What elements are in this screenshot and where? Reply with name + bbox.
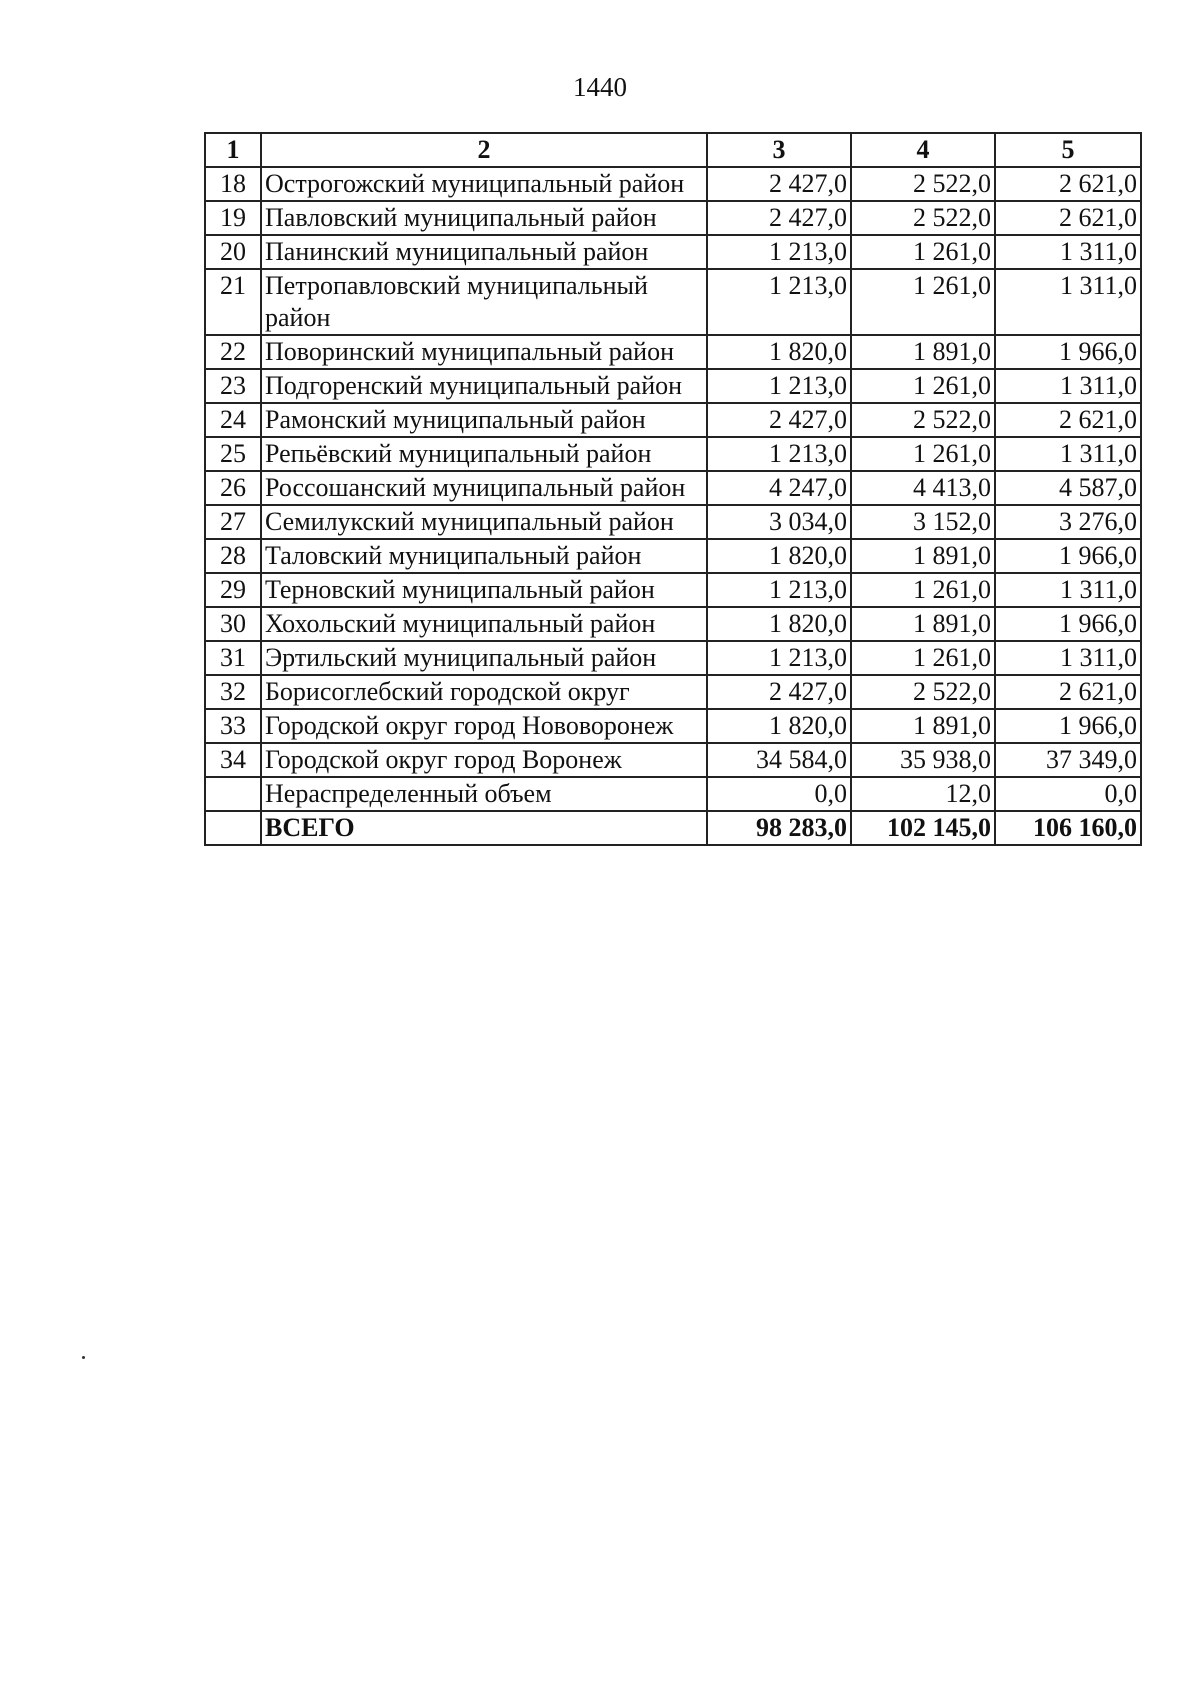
table-header-row [205, 133, 1141, 167]
municipality-name-cell: Эртильский муниципальный район [261, 641, 707, 675]
column-header: 5 [995, 133, 1141, 167]
value-column-5-cell: 2 621,0 [995, 675, 1141, 709]
value-column-5-cell: 2 621,0 [995, 201, 1141, 235]
municipality-name-cell: Острогожский муниципальный район [261, 167, 707, 201]
municipality-name-cell: ВСЕГО [261, 811, 707, 845]
value-column-5-cell: 1 966,0 [995, 607, 1141, 641]
value-column-3-cell: 1 820,0 [707, 539, 851, 573]
row-number-cell: 30 [205, 607, 261, 641]
value-column-4-cell: 35 938,0 [851, 743, 995, 777]
row-number-cell: 33 [205, 709, 261, 743]
row-number-cell [205, 811, 261, 845]
municipality-name-cell: Петропавловский муниципальный район [261, 269, 707, 335]
value-column-4-cell: 1 891,0 [851, 607, 995, 641]
table-row [205, 437, 1141, 471]
row-number-cell: 28 [205, 539, 261, 573]
value-column-5-cell: 1 966,0 [995, 709, 1141, 743]
value-column-5-cell: 106 160,0 [995, 811, 1141, 845]
value-column-5-cell: 2 621,0 [995, 167, 1141, 201]
value-column-5-cell: 3 276,0 [995, 505, 1141, 539]
municipality-name-cell: Семилукский муниципальный район [261, 505, 707, 539]
row-number-cell: 34 [205, 743, 261, 777]
value-column-4-cell: 1 261,0 [851, 573, 995, 607]
value-column-3-cell: 98 283,0 [707, 811, 851, 845]
value-column-3-cell: 1 213,0 [707, 641, 851, 675]
table-row [205, 235, 1141, 269]
table-row [205, 743, 1141, 777]
value-column-4-cell: 1 261,0 [851, 437, 995, 471]
value-column-3-cell: 1 213,0 [707, 437, 851, 471]
row-number-cell: 20 [205, 235, 261, 269]
row-number-cell: 24 [205, 403, 261, 437]
row-number-cell: 23 [205, 369, 261, 403]
value-column-5-cell: 1 311,0 [995, 641, 1141, 675]
value-column-3-cell: 2 427,0 [707, 201, 851, 235]
value-column-3-cell: 1 820,0 [707, 607, 851, 641]
row-number-cell [205, 777, 261, 811]
value-column-3-cell: 1 820,0 [707, 709, 851, 743]
table-row [205, 335, 1141, 369]
value-column-3-cell: 1 213,0 [707, 269, 851, 335]
municipality-name-cell: Борисоглебский городской округ [261, 675, 707, 709]
municipality-name-cell: Павловский муниципальный район [261, 201, 707, 235]
row-number-cell: 32 [205, 675, 261, 709]
table-row [205, 709, 1141, 743]
municipality-name-cell: Россошанский муниципальный район [261, 471, 707, 505]
table-row [205, 167, 1141, 201]
column-header: 1 [205, 133, 261, 167]
value-column-5-cell: 4 587,0 [995, 471, 1141, 505]
municipality-name-cell: Нераспределенный объем [261, 777, 707, 811]
value-column-4-cell: 1 261,0 [851, 269, 995, 335]
value-column-5-cell: 1 311,0 [995, 369, 1141, 403]
value-column-4-cell: 1 261,0 [851, 235, 995, 269]
table-row [205, 675, 1141, 709]
row-number-cell: 29 [205, 573, 261, 607]
municipality-name-cell: Городской округ город Нововоронеж [261, 709, 707, 743]
value-column-3-cell: 2 427,0 [707, 403, 851, 437]
value-column-4-cell: 1 261,0 [851, 369, 995, 403]
value-column-3-cell: 2 427,0 [707, 675, 851, 709]
page-number: 1440 [573, 72, 627, 102]
value-column-5-cell: 1 311,0 [995, 437, 1141, 471]
value-column-4-cell: 2 522,0 [851, 201, 995, 235]
row-number-cell: 19 [205, 201, 261, 235]
row-number-cell: 18 [205, 167, 261, 201]
column-header: 3 [707, 133, 851, 167]
municipality-name-cell: Подгоренский муниципальный район [261, 369, 707, 403]
municipality-name-cell: Репьёвский муниципальный район [261, 437, 707, 471]
scan-speck [82, 1356, 85, 1359]
value-column-3-cell: 0,0 [707, 777, 851, 811]
municipality-name-cell: Таловский муниципальный район [261, 539, 707, 573]
value-column-3-cell: 3 034,0 [707, 505, 851, 539]
value-column-5-cell: 2 621,0 [995, 403, 1141, 437]
value-column-4-cell: 1 891,0 [851, 335, 995, 369]
row-number-cell: 21 [205, 269, 261, 335]
total-row [205, 811, 1141, 845]
value-column-4-cell: 1 261,0 [851, 641, 995, 675]
table-row [205, 201, 1141, 235]
table-row [205, 471, 1141, 505]
municipality-name-cell: Панинский муниципальный район [261, 235, 707, 269]
value-column-3-cell: 1 213,0 [707, 369, 851, 403]
table-row [205, 403, 1141, 437]
allocation-table [204, 132, 1142, 846]
value-column-3-cell: 1 213,0 [707, 235, 851, 269]
row-number-cell: 25 [205, 437, 261, 471]
row-number-cell: 27 [205, 505, 261, 539]
value-column-4-cell: 2 522,0 [851, 403, 995, 437]
value-column-5-cell: 1 311,0 [995, 269, 1141, 335]
column-header: 4 [851, 133, 995, 167]
table-row [205, 573, 1141, 607]
value-column-5-cell: 1 966,0 [995, 539, 1141, 573]
value-column-4-cell: 1 891,0 [851, 539, 995, 573]
value-column-5-cell: 1 311,0 [995, 573, 1141, 607]
value-column-3-cell: 34 584,0 [707, 743, 851, 777]
municipality-name-cell: Терновский муниципальный район [261, 573, 707, 607]
table-body [205, 167, 1141, 845]
row-number-cell: 22 [205, 335, 261, 369]
municipality-name-cell: Хохольский муниципальный район [261, 607, 707, 641]
value-column-5-cell: 1 966,0 [995, 335, 1141, 369]
value-column-3-cell: 1 213,0 [707, 573, 851, 607]
value-column-4-cell: 102 145,0 [851, 811, 995, 845]
value-column-4-cell: 2 522,0 [851, 675, 995, 709]
value-column-5-cell: 1 311,0 [995, 235, 1141, 269]
table-row [205, 607, 1141, 641]
value-column-3-cell: 2 427,0 [707, 167, 851, 201]
column-header: 2 [261, 133, 707, 167]
row-number-cell: 31 [205, 641, 261, 675]
municipality-name-cell: Поворинский муниципальный район [261, 335, 707, 369]
value-column-4-cell: 12,0 [851, 777, 995, 811]
value-column-4-cell: 3 152,0 [851, 505, 995, 539]
value-column-5-cell: 37 349,0 [995, 743, 1141, 777]
row-number-cell: 26 [205, 471, 261, 505]
table-row [205, 777, 1141, 811]
table-row [205, 539, 1141, 573]
table-row [205, 505, 1141, 539]
value-column-3-cell: 4 247,0 [707, 471, 851, 505]
table-row [205, 641, 1141, 675]
value-column-4-cell: 2 522,0 [851, 167, 995, 201]
value-column-4-cell: 1 891,0 [851, 709, 995, 743]
table-row [205, 269, 1141, 335]
table-row [205, 369, 1141, 403]
value-column-3-cell: 1 820,0 [707, 335, 851, 369]
value-column-4-cell: 4 413,0 [851, 471, 995, 505]
municipality-name-cell: Рамонский муниципальный район [261, 403, 707, 437]
municipality-name-cell: Городской округ город Воронеж [261, 743, 707, 777]
value-column-5-cell: 0,0 [995, 777, 1141, 811]
